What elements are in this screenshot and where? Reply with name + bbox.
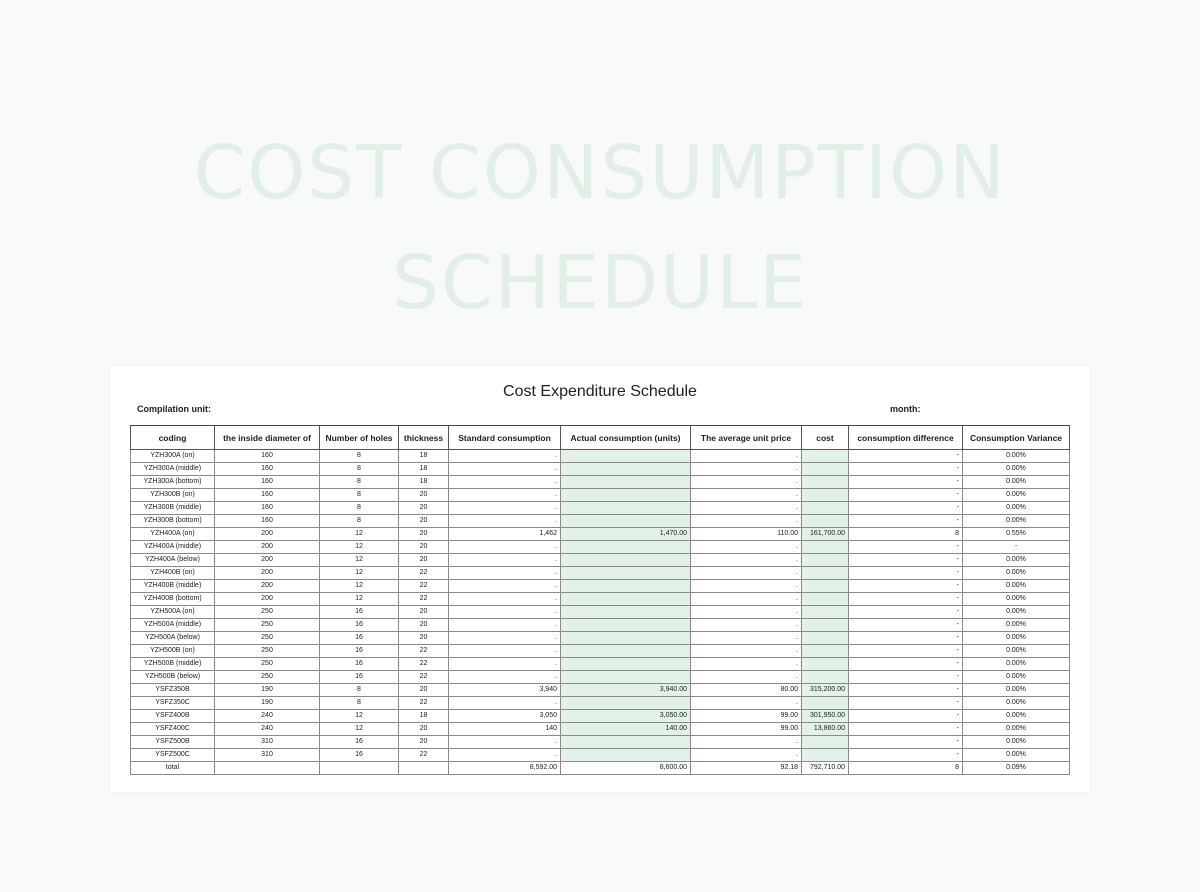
cell-standard-consumption[interactable]: . — [449, 554, 561, 567]
cell-consumption-difference[interactable]: - — [849, 593, 963, 606]
cell-average-unit-price[interactable]: . — [691, 515, 802, 528]
cell-standard-consumption[interactable]: . — [449, 645, 561, 658]
cell-thickness[interactable]: 20 — [399, 632, 449, 645]
cell-consumption-variance[interactable]: 0.00% — [963, 554, 1070, 567]
header-row — [131, 426, 1070, 450]
cell-standard-consumption[interactable]: . — [449, 671, 561, 684]
table-row — [131, 606, 1070, 619]
cell-average-unit-price[interactable]: . — [691, 749, 802, 762]
cell-inside-diameter[interactable]: 250 — [215, 658, 320, 671]
cell-number-of-holes[interactable]: 8 — [320, 450, 399, 463]
cell-standard-consumption[interactable]: . — [449, 476, 561, 489]
cell-average-unit-price[interactable]: . — [691, 697, 802, 710]
cell-thickness[interactable]: 22 — [399, 671, 449, 684]
cell-thickness[interactable]: 22 — [399, 749, 449, 762]
cell-standard-consumption[interactable]: . — [449, 736, 561, 749]
table-row — [131, 749, 1070, 762]
cell-consumption-difference[interactable]: - — [849, 684, 963, 697]
cell-thickness[interactable]: 18 — [399, 463, 449, 476]
cell-coding[interactable]: YZH400A (on) — [131, 528, 215, 541]
cell-consumption-variance[interactable]: 0.00% — [963, 658, 1070, 671]
cell-consumption-variance[interactable]: 0.00% — [963, 723, 1070, 736]
cell-consumption-difference[interactable]: - — [849, 489, 963, 502]
cell-actual-consumption[interactable] — [561, 697, 691, 710]
cell-consumption-variance[interactable]: 0.00% — [963, 736, 1070, 749]
cell-number-of-holes[interactable]: 16 — [320, 658, 399, 671]
table-row — [131, 658, 1070, 671]
cell-coding[interactable]: YZH300B (on) — [131, 489, 215, 502]
cell-consumption-difference[interactable]: - — [849, 450, 963, 463]
cell-number-of-holes[interactable]: 16 — [320, 736, 399, 749]
cell-average-unit-price[interactable]: . — [691, 593, 802, 606]
cell-cost[interactable] — [802, 645, 849, 658]
cell-number-of-holes[interactable]: 12 — [320, 554, 399, 567]
cell-cost[interactable] — [802, 619, 849, 632]
cell-thickness[interactable]: 20 — [399, 502, 449, 515]
cell-consumption-difference[interactable]: - — [849, 554, 963, 567]
cell-thickness[interactable]: 20 — [399, 489, 449, 502]
compilation-unit-label: Compilation unit: — [137, 404, 211, 414]
cell-standard-consumption[interactable]: 8,592.00 — [449, 762, 561, 775]
cell-consumption-variance[interactable]: 0.00% — [963, 463, 1070, 476]
cell-consumption-difference[interactable]: - — [849, 619, 963, 632]
cell-standard-consumption[interactable]: . — [449, 749, 561, 762]
cell-inside-diameter[interactable]: 200 — [215, 580, 320, 593]
cell-thickness[interactable]: 20 — [399, 541, 449, 554]
cell-consumption-variance[interactable]: 0.00% — [963, 710, 1070, 723]
cell-consumption-variance[interactable]: 0.00% — [963, 684, 1070, 697]
month-label: month: — [890, 404, 921, 414]
cell-number-of-holes[interactable]: 16 — [320, 632, 399, 645]
cell-thickness[interactable]: 20 — [399, 515, 449, 528]
cell-average-unit-price[interactable]: . — [691, 502, 802, 515]
table-row — [131, 736, 1070, 749]
hero-title-line-1: COST CONSUMPTION — [193, 130, 1007, 216]
cell-coding[interactable]: YSFZ350C — [131, 697, 215, 710]
cell-average-unit-price[interactable]: . — [691, 489, 802, 502]
cell-consumption-difference[interactable]: - — [849, 476, 963, 489]
cell-thickness[interactable]: 22 — [399, 697, 449, 710]
table-row — [131, 619, 1070, 632]
cell-consumption-variance[interactable]: 0.00% — [963, 606, 1070, 619]
table-row — [131, 528, 1070, 541]
cell-inside-diameter[interactable]: 160 — [215, 463, 320, 476]
cell-coding[interactable]: YZH500A (middle) — [131, 619, 215, 632]
cell-actual-consumption[interactable] — [561, 463, 691, 476]
cell-thickness[interactable]: 22 — [399, 580, 449, 593]
table-row — [131, 450, 1070, 463]
cell-average-unit-price[interactable]: . — [691, 632, 802, 645]
cell-inside-diameter[interactable] — [215, 762, 320, 775]
cell-inside-diameter[interactable]: 190 — [215, 684, 320, 697]
cell-standard-consumption[interactable]: . — [449, 632, 561, 645]
table-row — [131, 684, 1070, 697]
cell-inside-diameter[interactable]: 250 — [215, 671, 320, 684]
table-row — [131, 476, 1070, 489]
cell-number-of-holes[interactable]: 12 — [320, 541, 399, 554]
cost-table — [130, 425, 1070, 775]
cell-number-of-holes[interactable] — [320, 762, 399, 775]
cell-coding[interactable]: total — [131, 762, 215, 775]
cell-cost[interactable] — [802, 606, 849, 619]
cell-inside-diameter[interactable]: 240 — [215, 710, 320, 723]
cell-cost[interactable] — [802, 671, 849, 684]
cell-average-unit-price[interactable]: . — [691, 671, 802, 684]
cell-thickness[interactable]: 18 — [399, 476, 449, 489]
cell-consumption-difference[interactable]: - — [849, 567, 963, 580]
cell-cost[interactable] — [802, 463, 849, 476]
cell-thickness[interactable]: 22 — [399, 645, 449, 658]
cell-number-of-holes[interactable]: 12 — [320, 710, 399, 723]
cell-coding[interactable]: YZH400A (below) — [131, 554, 215, 567]
cell-consumption-difference[interactable]: - — [849, 515, 963, 528]
cell-number-of-holes[interactable]: 12 — [320, 593, 399, 606]
cell-average-unit-price[interactable]: . — [691, 619, 802, 632]
cell-number-of-holes[interactable]: 12 — [320, 580, 399, 593]
cell-actual-consumption[interactable] — [561, 541, 691, 554]
cell-actual-consumption[interactable] — [561, 554, 691, 567]
cell-actual-consumption[interactable] — [561, 580, 691, 593]
cell-thickness[interactable]: 22 — [399, 593, 449, 606]
cell-average-unit-price[interactable]: 92.18 — [691, 762, 802, 775]
cell-consumption-difference[interactable]: - — [849, 697, 963, 710]
cell-cost[interactable] — [802, 580, 849, 593]
cell-actual-consumption[interactable] — [561, 450, 691, 463]
cell-coding[interactable]: YZH300B (middle) — [131, 502, 215, 515]
cell-coding[interactable]: YZH500A (on) — [131, 606, 215, 619]
cell-inside-diameter[interactable]: 160 — [215, 476, 320, 489]
cell-consumption-variance[interactable]: 0.00% — [963, 502, 1070, 515]
cell-inside-diameter[interactable]: 200 — [215, 528, 320, 541]
cell-coding[interactable]: YZH400A (middle) — [131, 541, 215, 554]
cell-consumption-variance[interactable]: 0.00% — [963, 515, 1070, 528]
cell-coding[interactable]: YSFZ500C — [131, 749, 215, 762]
cell-standard-consumption[interactable]: 140 — [449, 723, 561, 736]
cell-consumption-difference[interactable]: 8 — [849, 762, 963, 775]
cell-cost[interactable] — [802, 593, 849, 606]
table-row — [131, 697, 1070, 710]
cell-number-of-holes[interactable]: 16 — [320, 749, 399, 762]
header-consumption-difference: consumption difference — [849, 426, 963, 450]
cell-average-unit-price[interactable]: . — [691, 476, 802, 489]
cell-average-unit-price[interactable]: . — [691, 645, 802, 658]
cell-inside-diameter[interactable]: 310 — [215, 736, 320, 749]
cell-consumption-variance[interactable]: 0.00% — [963, 567, 1070, 580]
cell-consumption-variance[interactable]: 0.00% — [963, 645, 1070, 658]
cell-cost[interactable] — [802, 489, 849, 502]
cell-number-of-holes[interactable]: 16 — [320, 645, 399, 658]
cell-cost[interactable] — [802, 554, 849, 567]
hero-title-line-2: SCHEDULE — [391, 240, 809, 326]
table-row — [131, 463, 1070, 476]
header-number-of-holes: Number of holes — [320, 426, 399, 450]
table-row — [131, 515, 1070, 528]
cell-average-unit-price[interactable]: . — [691, 736, 802, 749]
header-actual-consumption: Actual consumption (units) — [561, 426, 691, 450]
cell-number-of-holes[interactable]: 16 — [320, 619, 399, 632]
cell-standard-consumption[interactable]: . — [449, 606, 561, 619]
cell-consumption-difference[interactable]: - — [849, 541, 963, 554]
cell-standard-consumption[interactable]: . — [449, 658, 561, 671]
cell-thickness[interactable]: 20 — [399, 528, 449, 541]
cell-average-unit-price[interactable]: . — [691, 541, 802, 554]
cell-number-of-holes[interactable]: 8 — [320, 476, 399, 489]
cell-average-unit-price[interactable]: . — [691, 567, 802, 580]
cell-standard-consumption[interactable]: 3,940 — [449, 684, 561, 697]
header-thickness: thickness — [399, 426, 449, 450]
cell-coding[interactable]: YZH300A (middle) — [131, 463, 215, 476]
header-inside-diameter: the inside diameter of — [215, 426, 320, 450]
table-row — [131, 645, 1070, 658]
cell-actual-consumption[interactable] — [561, 645, 691, 658]
cell-cost[interactable] — [802, 697, 849, 710]
cell-consumption-variance[interactable]: 0.55% — [963, 528, 1070, 541]
cell-actual-consumption[interactable]: 1,470.00 — [561, 528, 691, 541]
cell-consumption-variance[interactable]: 0.00% — [963, 619, 1070, 632]
cell-consumption-variance[interactable]: 0.00% — [963, 450, 1070, 463]
cell-consumption-variance[interactable]: 0.00% — [963, 671, 1070, 684]
cell-actual-consumption[interactable] — [561, 476, 691, 489]
cell-consumption-difference[interactable]: - — [849, 502, 963, 515]
cell-thickness[interactable]: 20 — [399, 723, 449, 736]
cell-consumption-difference[interactable]: - — [849, 580, 963, 593]
table-row — [131, 567, 1070, 580]
cell-consumption-difference[interactable]: - — [849, 749, 963, 762]
cell-thickness[interactable]: 18 — [399, 710, 449, 723]
cell-actual-consumption[interactable] — [561, 489, 691, 502]
cell-coding[interactable]: YZH300A (bottom) — [131, 476, 215, 489]
cell-inside-diameter[interactable]: 160 — [215, 489, 320, 502]
cell-cost[interactable]: 13,860.00 — [802, 723, 849, 736]
header-standard-consumption: Standard consumption — [449, 426, 561, 450]
cell-inside-diameter[interactable]: 250 — [215, 632, 320, 645]
cell-average-unit-price[interactable]: . — [691, 606, 802, 619]
cell-consumption-difference[interactable]: - — [849, 710, 963, 723]
table-row — [131, 710, 1070, 723]
cell-cost[interactable] — [802, 632, 849, 645]
cell-consumption-variance[interactable]: 0.00% — [963, 697, 1070, 710]
cell-consumption-variance[interactable]: 0.00% — [963, 489, 1070, 502]
cell-consumption-difference[interactable]: 8 — [849, 528, 963, 541]
cell-coding[interactable]: YSFZ500B — [131, 736, 215, 749]
header-coding: coding — [131, 426, 215, 450]
cell-inside-diameter[interactable]: 250 — [215, 619, 320, 632]
cell-inside-diameter[interactable]: 200 — [215, 541, 320, 554]
cell-inside-diameter[interactable]: 160 — [215, 502, 320, 515]
cell-actual-consumption[interactable] — [561, 658, 691, 671]
cell-actual-consumption[interactable] — [561, 606, 691, 619]
header-consumption-variance: Consumption Variance — [963, 426, 1070, 450]
cell-consumption-variance[interactable]: 0.00% — [963, 749, 1070, 762]
table-body — [131, 450, 1070, 775]
cell-coding[interactable]: YZH500B (on) — [131, 645, 215, 658]
cell-cost[interactable] — [802, 502, 849, 515]
cell-standard-consumption[interactable]: . — [449, 580, 561, 593]
cell-actual-consumption[interactable] — [561, 619, 691, 632]
cell-cost[interactable] — [802, 450, 849, 463]
cell-average-unit-price[interactable]: 99.00 — [691, 710, 802, 723]
cell-number-of-holes[interactable]: 8 — [320, 684, 399, 697]
cell-number-of-holes[interactable]: 8 — [320, 463, 399, 476]
cell-actual-consumption[interactable]: 140.00 — [561, 723, 691, 736]
cell-coding[interactable]: YZH400B (middle) — [131, 580, 215, 593]
cell-inside-diameter[interactable]: 160 — [215, 450, 320, 463]
cell-average-unit-price[interactable]: 80.00 — [691, 684, 802, 697]
cell-average-unit-price[interactable]: . — [691, 463, 802, 476]
cell-standard-consumption[interactable]: . — [449, 619, 561, 632]
table-row — [131, 541, 1070, 554]
cell-standard-consumption[interactable]: 3,050 — [449, 710, 561, 723]
cell-thickness[interactable]: 22 — [399, 658, 449, 671]
cell-standard-consumption[interactable]: . — [449, 593, 561, 606]
cell-number-of-holes[interactable]: 8 — [320, 502, 399, 515]
cell-standard-consumption[interactable]: . — [449, 463, 561, 476]
cell-coding[interactable]: YSFZ350B — [131, 684, 215, 697]
cell-coding[interactable]: YZH300A (on) — [131, 450, 215, 463]
cell-number-of-holes[interactable]: 16 — [320, 671, 399, 684]
table-row — [131, 593, 1070, 606]
cell-inside-diameter[interactable]: 200 — [215, 567, 320, 580]
cell-actual-consumption[interactable] — [561, 736, 691, 749]
cell-inside-diameter[interactable]: 310 — [215, 749, 320, 762]
cell-consumption-variance[interactable]: 0.00% — [963, 632, 1070, 645]
table-row — [131, 489, 1070, 502]
cell-average-unit-price[interactable]: 99.00 — [691, 723, 802, 736]
cell-inside-diameter[interactable]: 250 — [215, 606, 320, 619]
cell-coding[interactable]: YZH300B (bottom) — [131, 515, 215, 528]
cell-inside-diameter[interactable]: 200 — [215, 554, 320, 567]
cell-average-unit-price[interactable]: . — [691, 450, 802, 463]
cell-consumption-difference[interactable]: - — [849, 632, 963, 645]
cell-actual-consumption[interactable] — [561, 502, 691, 515]
table-row — [131, 632, 1070, 645]
cell-cost[interactable] — [802, 541, 849, 554]
cell-cost[interactable]: 161,700.00 — [802, 528, 849, 541]
cell-inside-diameter[interactable]: 190 — [215, 697, 320, 710]
cell-cost[interactable]: 315,200.00 — [802, 684, 849, 697]
table-row — [131, 723, 1070, 736]
cell-average-unit-price[interactable]: . — [691, 580, 802, 593]
cell-cost[interactable] — [802, 736, 849, 749]
cell-inside-diameter[interactable]: 200 — [215, 593, 320, 606]
cell-inside-diameter[interactable]: 250 — [215, 645, 320, 658]
cell-actual-consumption[interactable]: 8,600.00 — [561, 762, 691, 775]
cell-inside-diameter[interactable]: 160 — [215, 515, 320, 528]
cell-thickness[interactable]: 18 — [399, 450, 449, 463]
cell-consumption-variance[interactable]: - — [963, 541, 1070, 554]
cell-consumption-difference[interactable]: - — [849, 658, 963, 671]
cell-actual-consumption[interactable]: 3,050.00 — [561, 710, 691, 723]
cell-coding[interactable]: YSFZ400C — [131, 723, 215, 736]
cell-number-of-holes[interactable]: 8 — [320, 515, 399, 528]
cell-consumption-variance[interactable]: 0.00% — [963, 580, 1070, 593]
total-row — [131, 762, 1070, 775]
cell-consumption-difference[interactable]: - — [849, 645, 963, 658]
cell-standard-consumption[interactable]: . — [449, 515, 561, 528]
cell-standard-consumption[interactable]: . — [449, 697, 561, 710]
cell-standard-consumption[interactable]: . — [449, 541, 561, 554]
cell-actual-consumption[interactable] — [561, 593, 691, 606]
cell-standard-consumption[interactable]: . — [449, 489, 561, 502]
cell-actual-consumption[interactable] — [561, 749, 691, 762]
cell-cost[interactable] — [802, 515, 849, 528]
cell-consumption-variance[interactable]: 0.09% — [963, 762, 1070, 775]
hero-title — [0, 118, 1200, 338]
cell-average-unit-price[interactable]: . — [691, 554, 802, 567]
table-row — [131, 502, 1070, 515]
cell-standard-consumption[interactable]: . — [449, 450, 561, 463]
cell-consumption-variance[interactable]: 0.00% — [963, 593, 1070, 606]
cell-thickness[interactable]: 22 — [399, 567, 449, 580]
table-row — [131, 554, 1070, 567]
cell-thickness[interactable]: 20 — [399, 684, 449, 697]
cell-inside-diameter[interactable]: 240 — [215, 723, 320, 736]
cell-number-of-holes[interactable]: 8 — [320, 489, 399, 502]
cell-standard-consumption[interactable]: . — [449, 567, 561, 580]
cell-cost[interactable] — [802, 658, 849, 671]
cell-coding[interactable]: YZH500B (middle) — [131, 658, 215, 671]
cell-actual-consumption[interactable] — [561, 671, 691, 684]
cell-coding[interactable]: YZH500A (below) — [131, 632, 215, 645]
spreadsheet-sheet — [110, 366, 1090, 792]
cell-consumption-difference[interactable]: - — [849, 463, 963, 476]
cell-thickness[interactable]: 20 — [399, 736, 449, 749]
table-row — [131, 580, 1070, 593]
cell-consumption-difference[interactable]: - — [849, 723, 963, 736]
cell-coding[interactable]: YSFZ400B — [131, 710, 215, 723]
cell-actual-consumption[interactable] — [561, 567, 691, 580]
cell-standard-consumption[interactable]: 1,462 — [449, 528, 561, 541]
cell-thickness[interactable]: 20 — [399, 606, 449, 619]
cell-thickness[interactable] — [399, 762, 449, 775]
cell-number-of-holes[interactable]: 8 — [320, 697, 399, 710]
header-cost: cost — [802, 426, 849, 450]
sheet-title: Cost Expenditure Schedule — [503, 383, 697, 400]
cell-cost[interactable]: 301,950.00 — [802, 710, 849, 723]
cell-cost[interactable] — [802, 749, 849, 762]
cell-consumption-difference[interactable]: - — [849, 671, 963, 684]
cell-number-of-holes[interactable]: 12 — [320, 528, 399, 541]
cell-average-unit-price[interactable]: . — [691, 658, 802, 671]
cell-actual-consumption[interactable] — [561, 632, 691, 645]
header-average-unit-price: The average unit price — [691, 426, 802, 450]
cell-consumption-variance[interactable]: 0.00% — [963, 476, 1070, 489]
cell-cost[interactable]: 792,710.00 — [802, 762, 849, 775]
cell-number-of-holes[interactable]: 12 — [320, 723, 399, 736]
cell-coding[interactable]: YZH500B (below) — [131, 671, 215, 684]
table-row — [131, 671, 1070, 684]
cell-actual-consumption[interactable] — [561, 515, 691, 528]
cell-consumption-difference[interactable]: - — [849, 606, 963, 619]
cell-average-unit-price[interactable]: 110.00 — [691, 528, 802, 541]
cell-coding[interactable]: YZH400B (on) — [131, 567, 215, 580]
cell-cost[interactable] — [802, 476, 849, 489]
cell-actual-consumption[interactable]: 3,940.00 — [561, 684, 691, 697]
cell-number-of-holes[interactable]: 12 — [320, 567, 399, 580]
cell-consumption-difference[interactable]: - — [849, 736, 963, 749]
cell-number-of-holes[interactable]: 16 — [320, 606, 399, 619]
cell-standard-consumption[interactable]: . — [449, 502, 561, 515]
cell-thickness[interactable]: 20 — [399, 619, 449, 632]
cell-coding[interactable]: YZH400B (bottom) — [131, 593, 215, 606]
cell-cost[interactable] — [802, 567, 849, 580]
cell-thickness[interactable]: 20 — [399, 554, 449, 567]
